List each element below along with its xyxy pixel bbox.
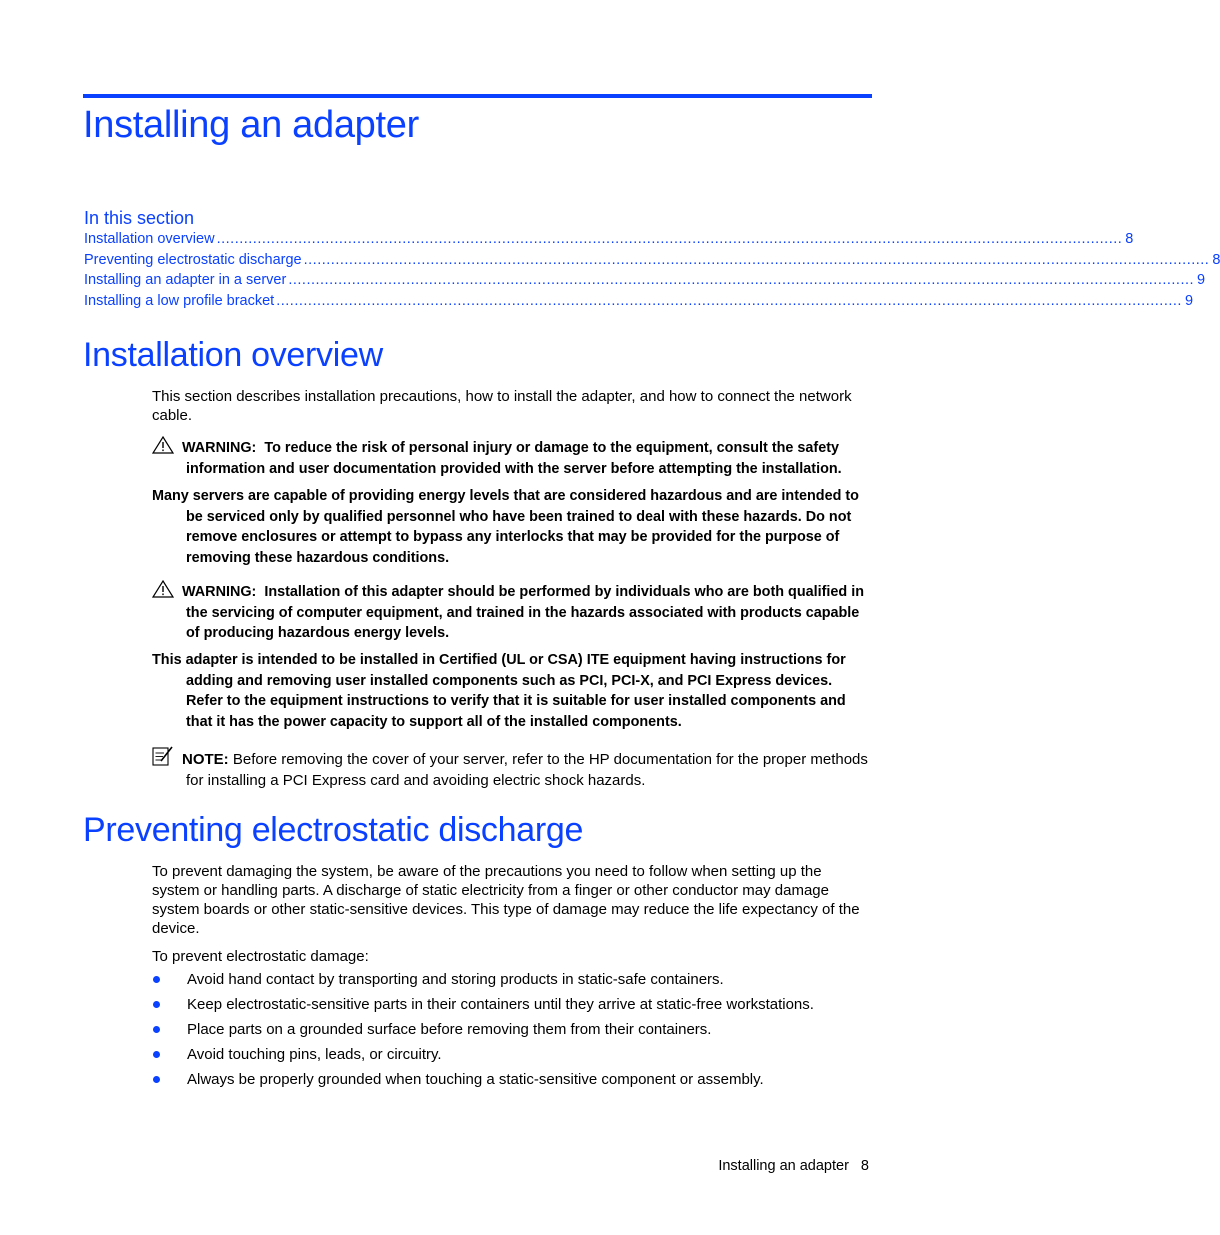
footer-page-number: 8 (860, 1158, 869, 1174)
bullet-icon (153, 976, 160, 983)
warning-triangle-icon (152, 436, 174, 454)
toc-entry-low-profile-bracket[interactable] (84, 292, 1194, 314)
note-pad-icon (152, 746, 174, 766)
warning-text: Installation of this adapter should be performed by individuals who are both qualified in the servicing of computer equipment, and trained in the hazards associated with products capable of producing hazardous energy levels. (186, 584, 865, 642)
list-item-text: Always be properly grounded when touching a static-sensitive component or assembly. (187, 1071, 764, 1088)
warning-label: WARNING: (182, 440, 257, 456)
warning-2 (152, 580, 872, 644)
bullet-icon (153, 1001, 160, 1008)
footer-chapter: Installing an adapter (718, 1158, 849, 1174)
warning-text: To reduce the risk of personal injury or damage to the equipment, consult the safety information and user documentation provided with the server before attempting the installation. (186, 440, 842, 477)
warning-1-followup: Many servers are capable of providing energy levels that are considered hazardous and are intended to be serviced only by qualified personnel who have been trained to deal with these hazards. Do not remove enclosures or attempt to bypass any interlocks that may be provided for the purpose of removing these hazardous conditions. (152, 488, 859, 567)
toc-entry-page: 9 (1197, 272, 1206, 288)
chapter-rule (83, 94, 872, 98)
warning-label: WARNING: (182, 584, 257, 600)
toc-entry-preventing-esd[interactable] (84, 251, 1220, 273)
list-item (152, 970, 872, 995)
bullet-icon (153, 1026, 160, 1033)
toc-entry-installation-overview[interactable] (84, 231, 1134, 252)
list-item (152, 1045, 872, 1070)
warning-1 (152, 436, 872, 479)
list-item (152, 995, 872, 1020)
toc-heading: In this section (84, 208, 195, 228)
list-item-text: Place parts on a grounded surface before removing them from their containers. (187, 1021, 712, 1038)
toc-leader: ........................................................................................................................................................................................................ (288, 272, 1195, 288)
toc-entry-title: Installation overview (84, 231, 215, 247)
section-heading-esd: Preventing electrostatic discharge (83, 811, 584, 849)
toc-leader: ........................................................................................................................................................................................................ (303, 251, 1210, 268)
warning-2-followup: This adapter is intended to be installed in Certified (UL or CSA) ITE equipment having instructions for adding and removing user installed components such as PCI, PCI-X, and PCI Express devices. Refer to the equipment instructions to verify that it is suitable for user installed components and that it has the power capacity to support all of the installed components. (152, 652, 846, 731)
page-footer (718, 1158, 869, 1174)
bullet-icon (153, 1076, 160, 1083)
esd-precautions-list (152, 970, 872, 1095)
bullet-icon (153, 1051, 160, 1058)
list-item-text: Avoid touching pins, leads, or circuitry. (187, 1046, 442, 1063)
note-text: Before removing the cover of your server, refer to the HP documentation for the proper methods for installing a PCI Express card and avoiding electric shock hazards. (186, 751, 868, 789)
toc-entry-page: 8 (1125, 231, 1134, 247)
toc-entry-installing-adapter[interactable] (84, 272, 1206, 293)
list-item-text: Keep electrostatic-sensitive parts in their containers until they arrive at static-free workstations. (187, 996, 814, 1013)
chapter-title: Installing an adapter (83, 104, 419, 146)
toc-list (84, 231, 1220, 313)
toc-leader: ........................................................................................................................................................................................................ (276, 292, 1182, 309)
list-item (152, 1020, 872, 1045)
warning-triangle-icon (152, 580, 174, 598)
toc-entry-title: Installing a low profile bracket (84, 292, 275, 309)
list-item (152, 1070, 872, 1095)
note-label: NOTE: (182, 751, 229, 768)
toc-entry-title: Preventing electrostatic discharge (84, 251, 302, 268)
section-heading-installation-overview: Installation overview (83, 336, 383, 374)
overview-intro: This section describes installation precautions, how to install the adapter, and how to connect the network cable. (152, 388, 852, 424)
toc-leader: ........................................................................................................................................................................................................ (216, 231, 1123, 247)
toc-entry-page: 8 (1212, 251, 1220, 268)
list-item-text: Avoid hand contact by transporting and storing products in static-safe containers. (187, 971, 724, 988)
esd-intro: To prevent damaging the system, be aware of the precautions you need to follow when setting up the system or handling parts. A discharge of static electricity from a finger or other conductor may damage system boards or other static-sensitive devices. This type of damage may reduce the life expectancy of the device. (152, 863, 860, 937)
note (152, 746, 872, 791)
toc-entry-page: 9 (1184, 292, 1194, 309)
toc-entry-title: Installing an adapter in a server (84, 272, 287, 288)
esd-list-intro: To prevent electrostatic damage: (152, 948, 369, 965)
